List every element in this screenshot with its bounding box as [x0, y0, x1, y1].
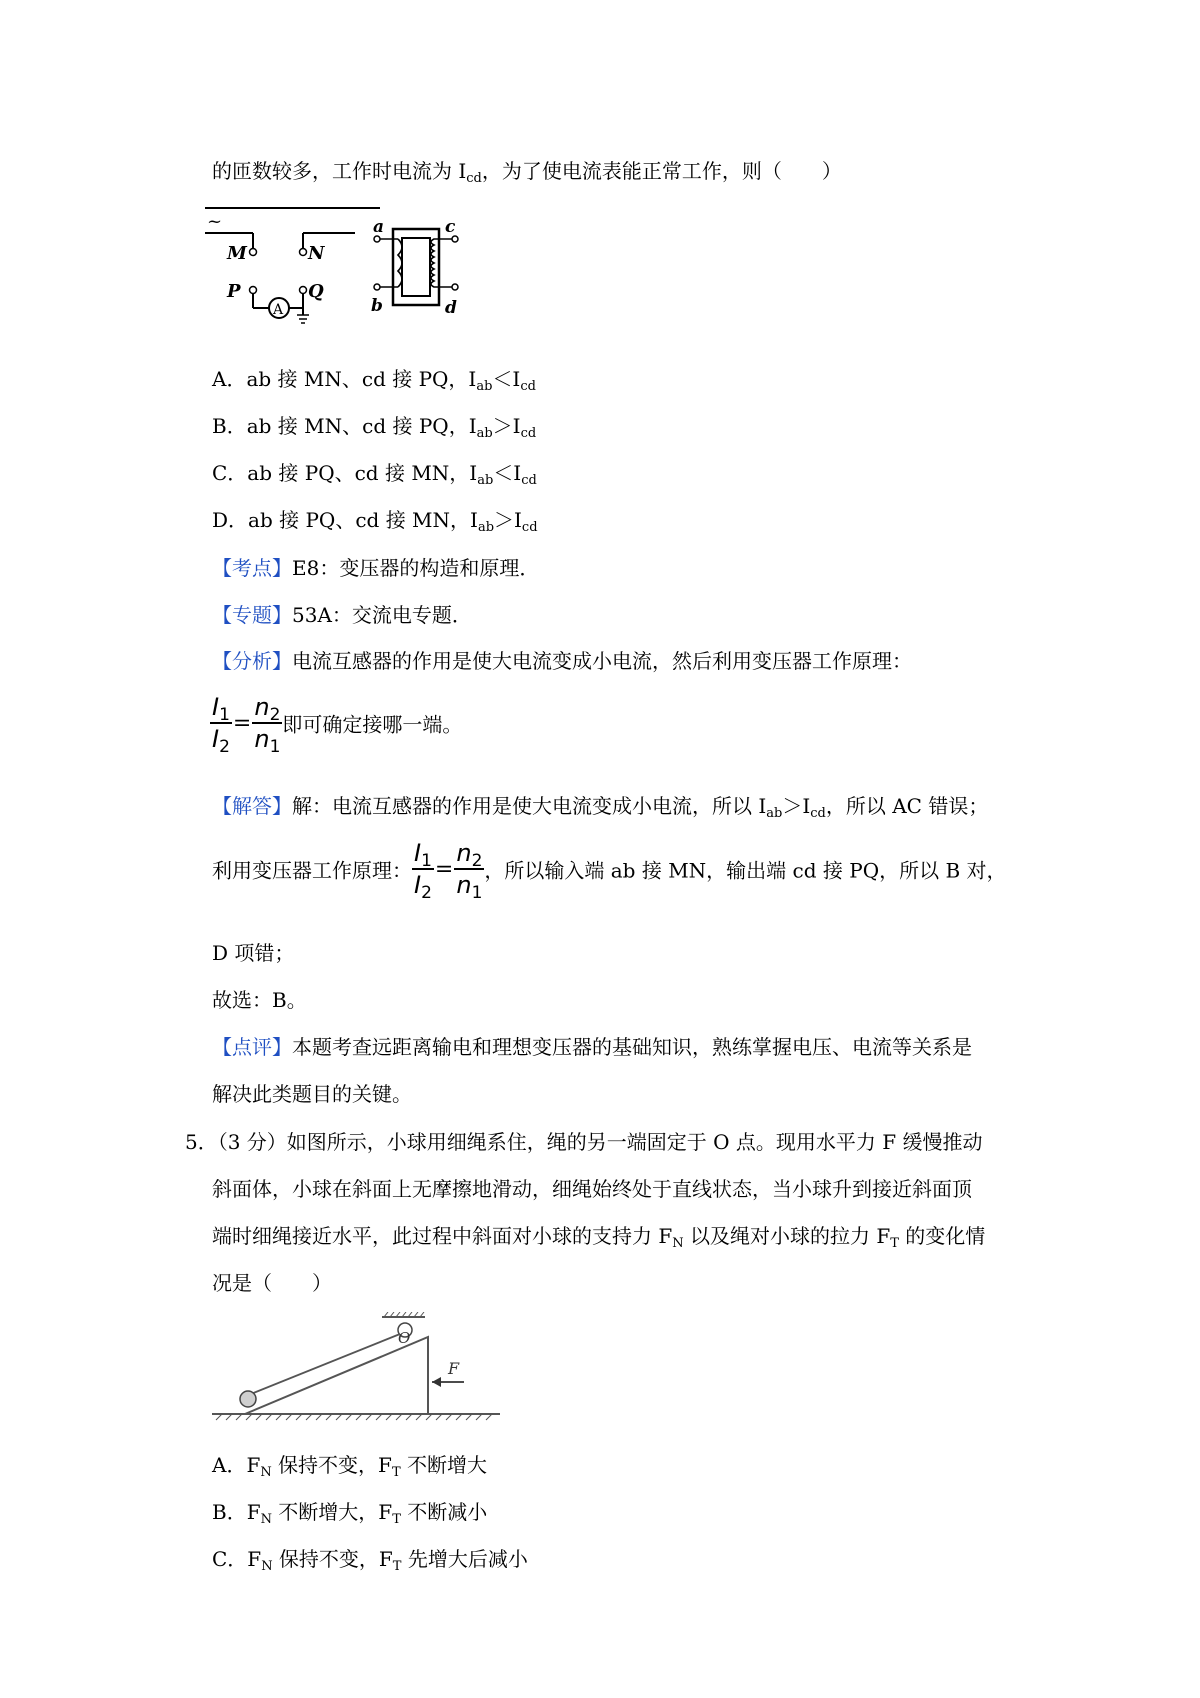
jieda2-post: ，所以输入端 ab 接 MN，输出端 cd 接 PQ，所以 B 对，	[484, 858, 1007, 883]
option-text: 不断减小	[400, 1500, 488, 1524]
q5-option-b	[212, 1499, 487, 1525]
option-text: ＜I	[492, 367, 521, 391]
dianping-tag: 【点评】	[212, 1035, 292, 1059]
subscript: N	[672, 1236, 684, 1251]
stem-text: 以及绳对小球的拉力 F	[683, 1224, 891, 1248]
q4-option-a	[212, 366, 536, 392]
zhuanti-tag: 【专题】	[212, 603, 292, 627]
kaodian-text: E8：变压器的构造和原理．	[292, 556, 540, 580]
stem-text: 的变化情	[898, 1224, 986, 1248]
subscript: cd	[521, 473, 537, 488]
label-d: d	[445, 298, 457, 318]
option-text: C．ab 接 PQ、cd 接 MN，I	[212, 461, 478, 485]
jieda-text: 解：电流互感器的作用是使大电流变成小电流，所以 I	[292, 794, 767, 818]
kaodian-tag: 【考点】	[212, 556, 292, 580]
kaodian-line	[212, 555, 539, 581]
subscript: cd	[810, 806, 826, 821]
jieda2-pre: 利用变压器工作原理：	[212, 858, 412, 883]
fenxi-formula-line	[210, 692, 463, 757]
q5-stem-line1: 5．（3 分）如图所示，小球用细绳系住，绳的另一端固定于 O 点。现用水平力 F 缓慢推动	[185, 1130, 983, 1154]
subscript: ab	[477, 520, 495, 535]
zhuanti-text: 53A：交流电专题．	[292, 603, 472, 627]
q5-stem-line2: 斜面体，小球在斜面上无摩擦地滑动，细绳始终处于直线状态，当小球升到接近斜面顶	[212, 1177, 972, 1201]
ac-symbol: ~	[207, 211, 223, 232]
jieda-text-tail: ，所以 AC 错误；	[825, 794, 989, 818]
fraction-I1-I2: $\frac{I_1}{I_2}$	[414, 839, 432, 903]
dianping-line	[212, 1034, 972, 1060]
option-text: 不断增大	[400, 1453, 487, 1477]
subscript: cd	[520, 379, 536, 394]
label-A: A	[273, 302, 284, 318]
subscript: cd	[520, 426, 537, 441]
fenxi-text: 电流互感器的作用是使大电流变成小电流，然后利用变压器工作原理：	[292, 649, 912, 673]
option-text: C．F	[212, 1547, 262, 1571]
label-O: O	[398, 1329, 411, 1347]
option-text: 保持不变，F	[272, 1547, 393, 1571]
jieda-line	[212, 793, 988, 819]
q4-stem-text-tail: ，为了使电流表能正常工作，则（ ）	[481, 159, 842, 183]
option-text: 不断增大，F	[271, 1500, 393, 1524]
dianping-text: 本题考查远距离输电和理想变压器的基础知识，熟练掌握电压、电流等关系是	[292, 1035, 972, 1059]
subscript: T	[890, 1236, 899, 1251]
dianping2-line: 解决此类题目的关键。	[212, 1082, 412, 1106]
subscript: cd	[466, 171, 482, 186]
label-P: P	[227, 281, 241, 302]
label-M: M	[227, 243, 247, 264]
subscript: T	[392, 1512, 401, 1527]
q4-stem	[212, 158, 842, 184]
q5-stem-line3	[212, 1223, 985, 1249]
fenxi-tag: 【分析】	[212, 649, 292, 673]
jieda3-line: D 项错；	[212, 941, 295, 965]
subscript: ab	[477, 473, 494, 488]
label-N: N	[308, 243, 325, 264]
equals-sign: =	[232, 710, 252, 736]
q4-option-d	[212, 507, 538, 533]
answer-line: 故选：B。	[212, 988, 307, 1012]
zhuanti-line	[212, 602, 472, 628]
q4-option-b	[212, 413, 536, 439]
option-text: 先增大后减小	[401, 1547, 528, 1571]
option-text: B．F	[212, 1500, 261, 1524]
equals-sign: =	[434, 856, 454, 882]
fenxi-tail-text: 即可确定接哪一端。	[282, 712, 463, 737]
subscript: ab	[476, 379, 493, 394]
q5-option-c	[212, 1546, 528, 1572]
q4-stem-text: 的匝数较多，工作时电流为 I	[212, 159, 467, 183]
option-text: A．F	[212, 1453, 261, 1477]
fraction-n2-n1: $\frac{n_2}{n_1}$	[456, 839, 483, 903]
fenxi-line	[212, 648, 912, 674]
subscript: N	[260, 1512, 272, 1527]
label-F: F	[448, 1359, 460, 1378]
option-text: A．ab 接 MN、cd 接 PQ，I	[212, 367, 477, 391]
subscript: ab	[766, 806, 783, 821]
subscript: N	[260, 1465, 272, 1480]
q5-stem-line4: 况是（ ）	[212, 1271, 332, 1295]
subscript: T	[392, 1559, 402, 1574]
jieda-text: ＞I	[782, 794, 811, 818]
stem-text: 端时细绳接近水平，此过程中斜面对小球的支持力 F	[212, 1224, 673, 1248]
jieda-tag: 【解答】	[212, 794, 292, 818]
option-text: ＞I	[492, 414, 521, 438]
q4-option-c	[212, 460, 537, 486]
label-b: b	[371, 296, 383, 316]
option-text: B．ab 接 MN、cd 接 PQ，I	[212, 414, 477, 438]
incline-figure	[210, 1312, 510, 1432]
subscript: ab	[476, 426, 493, 441]
jieda-formula-line	[212, 838, 1007, 903]
option-text: 保持不变，F	[271, 1453, 392, 1477]
current-transformer-figure	[205, 205, 505, 335]
option-text: D．ab 接 PQ、cd 接 MN，I	[212, 508, 478, 532]
subscript: cd	[521, 520, 538, 535]
fraction-I1-I2: $\frac{I_1}{I_2}$	[212, 693, 230, 757]
option-text: ＞I	[494, 508, 522, 532]
subscript: T	[391, 1465, 401, 1480]
fraction-n2-n1: $\frac{n_2}{n_1}$	[254, 693, 281, 757]
label-a: a	[373, 217, 385, 237]
subscript: N	[261, 1559, 273, 1574]
label-c: c	[445, 217, 456, 237]
q5-option-a	[212, 1452, 487, 1478]
label-Q: Q	[308, 281, 324, 302]
ball-icon	[240, 1391, 256, 1407]
option-text: ＜I	[493, 461, 522, 485]
